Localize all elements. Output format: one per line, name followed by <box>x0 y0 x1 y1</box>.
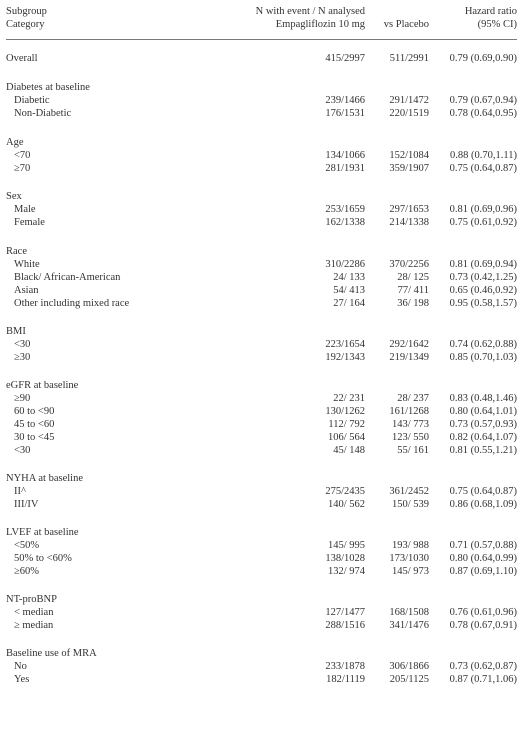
table-row <box>0 608 523 621</box>
placebo-events: 161/1268 <box>389 406 429 417</box>
category-label: Black/ African-American <box>14 272 121 283</box>
category-label: 60 to <90 <box>14 406 55 417</box>
placebo-events: 55/ 161 <box>397 445 429 456</box>
placebo-events: 297/1653 <box>389 204 429 215</box>
table-row <box>0 446 523 459</box>
empagliflozin-events: 112/ 792 <box>328 419 365 430</box>
category-label: III/IV <box>14 499 39 510</box>
placebo-header: vs Placebo <box>383 19 429 30</box>
hazard-ratio: 0.79 (0.69,0.90) <box>449 53 517 64</box>
placebo-events: 168/1508 <box>389 607 429 618</box>
empagliflozin-events: 275/2435 <box>325 486 365 497</box>
placebo-events: 370/2256 <box>389 259 429 270</box>
category-label: No <box>14 661 27 672</box>
table-row <box>0 192 523 205</box>
placebo-events: 292/1642 <box>389 339 429 350</box>
hazard-ratio: 0.75 (0.64,0.87) <box>449 163 517 174</box>
category-label: Yes <box>14 674 30 685</box>
table-row <box>0 394 523 407</box>
table-row <box>0 541 523 554</box>
empagliflozin-events: 24/ 133 <box>333 272 365 283</box>
empagliflozin-events: 310/2286 <box>325 259 365 270</box>
empagliflozin-events: 132/ 974 <box>327 566 365 577</box>
category-label: < median <box>14 607 54 618</box>
empagliflozin-events: 22/ 231 <box>333 393 365 404</box>
subgroup-title: eGFR at baseline <box>6 380 79 391</box>
hazard-ratio: 0.95 (0.58,1.57) <box>449 298 517 309</box>
empagliflozin-header: Empagliflozin 10 mg <box>275 19 365 30</box>
placebo-events: 306/1866 <box>389 661 429 672</box>
table-row <box>0 205 523 218</box>
table-row <box>0 554 523 567</box>
table-row <box>0 662 523 675</box>
subgroup-block <box>0 528 523 580</box>
subgroup-title: Overall <box>6 53 38 64</box>
hazard-ratio: 0.87 (0.69,1.10) <box>449 566 517 577</box>
table-row <box>0 327 523 340</box>
empagliflozin-events: 182/1119 <box>326 674 365 685</box>
category-label: 45 to <60 <box>14 419 55 430</box>
empagliflozin-events: 138/1028 <box>325 553 365 564</box>
subgroup-block <box>0 83 523 122</box>
category-label: <30 <box>14 445 31 456</box>
subgroup-title: Sex <box>6 191 22 202</box>
category-label: Diabetic <box>14 95 50 106</box>
table-row <box>0 595 523 608</box>
table-row <box>0 151 523 164</box>
empagliflozin-events: 281/1931 <box>325 163 365 174</box>
category-label: <70 <box>14 150 31 161</box>
table-row <box>0 528 523 541</box>
subgroup-block <box>0 381 523 459</box>
placebo-events: 291/1472 <box>389 95 429 106</box>
subgroup-title: NYHA at baseline <box>6 473 83 484</box>
subgroup-block <box>0 474 523 513</box>
table-row <box>0 299 523 312</box>
empagliflozin-events: 140/ 562 <box>327 499 365 510</box>
subgroup-block <box>0 649 523 688</box>
table-row <box>0 54 523 67</box>
subgroup-block <box>0 54 523 67</box>
table-row <box>0 381 523 394</box>
table-body <box>0 54 523 688</box>
empagliflozin-events: 106/ 564 <box>327 432 365 443</box>
hazard-ratio: 0.75 (0.64,0.87) <box>449 486 517 497</box>
hazard-ratio: 0.75 (0.61,0.92) <box>449 217 517 228</box>
empagliflozin-events: 27/ 164 <box>333 298 365 309</box>
placebo-events: 359/1907 <box>389 163 429 174</box>
subgroup-block <box>0 247 523 312</box>
empagliflozin-events: 127/1477 <box>325 607 365 618</box>
category-label: Female <box>14 217 45 228</box>
empagliflozin-events: 130/1262 <box>325 406 365 417</box>
empagliflozin-events: 233/1878 <box>325 661 365 672</box>
hazard-ratio: 0.87 (0.71,1.06) <box>449 674 517 685</box>
category-label: ≥60% <box>14 566 40 577</box>
placebo-events: 220/1519 <box>389 108 429 119</box>
subgroup-title: LVEF at baseline <box>6 527 79 538</box>
category-label: Male <box>14 204 36 215</box>
empagliflozin-events: 239/1466 <box>325 95 365 106</box>
hazard-ratio: 0.73 (0.42,1.25) <box>449 272 517 283</box>
empagliflozin-events: 253/1659 <box>325 204 365 215</box>
hazard-ratio: 0.81 (0.55,1.21) <box>449 445 517 456</box>
hazard-ratio: 0.78 (0.64,0.95) <box>449 108 517 119</box>
table-row <box>0 649 523 662</box>
subgroup-block <box>0 595 523 634</box>
placebo-events: 77/ 411 <box>397 285 429 296</box>
category-label: Asian <box>14 285 39 296</box>
table-row <box>0 353 523 366</box>
category-label: 30 to <45 <box>14 432 55 443</box>
placebo-events: 205/1125 <box>389 674 429 685</box>
hazard-ratio: 0.76 (0.61,0.96) <box>449 607 517 618</box>
hazard-ratio: 0.80 (0.64,1.01) <box>449 406 517 417</box>
hazard-ratio: 0.79 (0.67,0.94) <box>449 95 517 106</box>
subgroup-title: Age <box>6 137 24 148</box>
hazard-ratio: 0.88 (0.70,1.11) <box>450 150 517 161</box>
ci-header: (95% CI) <box>477 19 517 30</box>
placebo-events: 193/ 988 <box>391 540 429 551</box>
empagliflozin-events: 176/1531 <box>325 108 365 119</box>
placebo-events: 173/1030 <box>389 553 429 564</box>
category-label: <30 <box>14 339 31 350</box>
subgroup-header: Subgroup <box>6 6 47 17</box>
table-row <box>0 487 523 500</box>
events-header: N with event / N analysed <box>255 6 365 17</box>
hazard-ratio: 0.82 (0.64,1.07) <box>449 432 517 443</box>
table-row <box>0 675 523 688</box>
placebo-events: 511/2991 <box>389 53 429 64</box>
category-label: ≥ median <box>14 620 54 631</box>
category-label: ≥30 <box>14 352 31 363</box>
category-label: Other including mixed race <box>14 298 130 309</box>
table-row <box>0 96 523 109</box>
category-label: <50% <box>14 540 40 551</box>
header-divider <box>6 39 517 40</box>
table-row <box>0 218 523 231</box>
table-row <box>0 500 523 513</box>
table-row <box>0 109 523 122</box>
hazard-ratio: 0.83 (0.48,1.46) <box>449 393 517 404</box>
table-row <box>0 567 523 580</box>
hazard-ratio: 0.85 (0.70,1.03) <box>449 352 517 363</box>
hazard-ratio: 0.81 (0.69,0.96) <box>449 204 517 215</box>
table-row <box>0 474 523 487</box>
placebo-events: 145/ 973 <box>391 566 429 577</box>
empagliflozin-events: 223/1654 <box>325 339 365 350</box>
empagliflozin-events: 162/1338 <box>325 217 365 228</box>
empagliflozin-events: 145/ 995 <box>327 540 365 551</box>
hazard-ratio: 0.86 (0.68,1.09) <box>449 499 517 510</box>
category-label: ≥90 <box>14 393 31 404</box>
hazard-ratio-header: Hazard ratio <box>464 6 517 17</box>
placebo-events: 341/1476 <box>389 620 429 631</box>
subgroup-title: Diabetes at baseline <box>6 82 90 93</box>
table-row <box>0 83 523 96</box>
table-header <box>0 5 523 35</box>
hazard-ratio: 0.78 (0.67,0.91) <box>449 620 517 631</box>
subgroup-block <box>0 192 523 231</box>
category-label: Non-Diabetic <box>14 108 72 119</box>
empagliflozin-events: 45/ 148 <box>333 445 365 456</box>
category-header: Category <box>6 19 45 30</box>
empagliflozin-events: 192/1343 <box>325 352 365 363</box>
hazard-ratio: 0.73 (0.62,0.87) <box>449 661 517 672</box>
placebo-events: 143/ 773 <box>391 419 429 430</box>
hazard-ratio: 0.65 (0.46,0.92) <box>449 285 517 296</box>
empagliflozin-events: 415/2997 <box>325 53 365 64</box>
placebo-events: 214/1338 <box>389 217 429 228</box>
empagliflozin-events: 288/1516 <box>325 620 365 631</box>
placebo-events: 361/2452 <box>389 486 429 497</box>
placebo-events: 28/ 237 <box>397 393 429 404</box>
subgroup-block <box>0 327 523 366</box>
hazard-ratio: 0.73 (0.57,0.93) <box>449 419 517 430</box>
placebo-events: 28/ 125 <box>397 272 429 283</box>
category-label: ≥70 <box>14 163 31 174</box>
placebo-events: 152/1084 <box>389 150 429 161</box>
subgroup-title: Race <box>6 246 27 257</box>
placebo-events: 123/ 550 <box>391 432 429 443</box>
table-row <box>0 247 523 260</box>
subgroup-title: BMI <box>6 326 26 337</box>
placebo-events: 219/1349 <box>389 352 429 363</box>
placebo-events: 36/ 198 <box>397 298 429 309</box>
hazard-ratio: 0.71 (0.57,0.88) <box>449 540 517 551</box>
empagliflozin-events: 134/1066 <box>325 150 365 161</box>
table-row <box>0 407 523 420</box>
subgroup-title: NT-proBNP <box>6 594 57 605</box>
subgroup-title: Baseline use of MRA <box>6 648 97 659</box>
table-row <box>0 164 523 177</box>
category-label: White <box>14 259 40 270</box>
category-label: 50% to <60% <box>14 553 72 564</box>
table-row <box>0 273 523 286</box>
subgroup-block <box>0 138 523 177</box>
empagliflozin-events: 54/ 413 <box>333 285 365 296</box>
hazard-ratio: 0.81 (0.69,0.94) <box>449 259 517 270</box>
hazard-ratio: 0.74 (0.62,0.88) <box>449 339 517 350</box>
table-row <box>0 340 523 353</box>
hazard-ratio: 0.80 (0.64,0.99) <box>449 553 517 564</box>
placebo-events: 150/ 539 <box>391 499 429 510</box>
table-row <box>0 433 523 446</box>
table-row <box>0 420 523 433</box>
category-label: II^ <box>14 486 26 497</box>
table-row <box>0 621 523 634</box>
table-row <box>0 138 523 151</box>
